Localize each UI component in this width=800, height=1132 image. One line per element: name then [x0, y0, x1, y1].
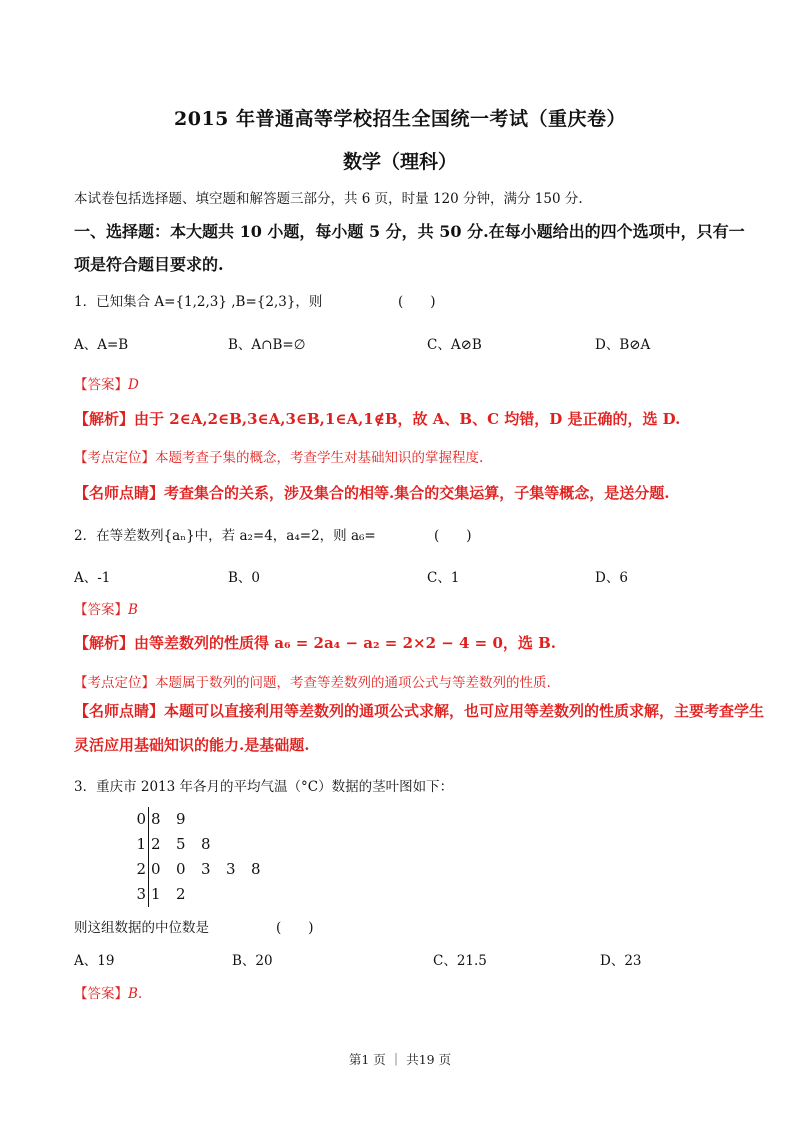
q1-answer: [74, 373, 139, 393]
stem-value: 3: [136, 885, 146, 903]
q2-option-c: C、1: [427, 570, 460, 586]
leaf-value: 8: [151, 810, 161, 828]
leaf-group: [151, 857, 276, 882]
q3-option-d: D、23: [600, 953, 642, 969]
q2-stem: 2．在等差数列{aₙ}中，若 a₂=4，a₄=2，则 a₆=: [74, 528, 376, 544]
page-subtitle: 数学（理科）: [342, 151, 457, 173]
q1-option-a: A、A=B: [74, 337, 129, 353]
q1-point: 【考点定位】本题考查子集的概念，考查学生对基础知识的掌握程度.: [74, 450, 484, 466]
stem-leaf-row: [134, 807, 276, 832]
q3-question: 则这组数据的中位数是: [74, 920, 209, 936]
q2-answer-label: 【答案】: [74, 602, 128, 618]
q2-comment-line1: 【名师点睛】本题可以直接利用等差数列的通项公式求解，也可应用等差数列的性质求解，主要考查学生: [74, 702, 765, 720]
q1-answer-value: D: [128, 377, 139, 393]
section-heading-line2: 项是符合题目要求的.: [74, 255, 224, 274]
q2-option-d: D、6: [595, 570, 628, 586]
stem-leaf-row: [134, 882, 276, 907]
leaf-value: 2: [151, 835, 161, 853]
stem-value: 0: [136, 810, 146, 828]
leaf-value: 5: [176, 835, 186, 853]
leaf-value: 0: [151, 860, 161, 878]
q3-answer-value: B.: [128, 986, 143, 1002]
leaf-value: 3: [226, 860, 236, 878]
leaf-group: [151, 882, 201, 907]
leaf-value: 3: [201, 860, 211, 878]
q2-answer-value: B: [128, 602, 138, 618]
q3-answer: [74, 982, 142, 1002]
q2-point: 【考点定位】本题属于数列的问题，考查等差数列的通项公式与等差数列的性质.: [74, 675, 551, 691]
stem-divider: [148, 832, 149, 857]
q2-option-a: A、-1: [74, 570, 111, 586]
q3-answer-label: 【答案】: [74, 986, 128, 1002]
q3-option-a: A、19: [74, 953, 115, 969]
q2-paren: ( ): [434, 528, 472, 544]
leaf-value: 8: [251, 860, 261, 878]
stem-divider: [148, 882, 149, 907]
q1-paren: ( ): [398, 294, 436, 310]
q1-comment: 【名师点睛】考查集合的关系，涉及集合的相等.集合的交集运算，子集等概念，是送分题.: [74, 484, 670, 502]
stem-value: 2: [136, 860, 146, 878]
q1-answer-label: 【答案】: [74, 377, 128, 393]
leaf-value: 9: [176, 810, 186, 828]
leaf-group: [151, 807, 201, 832]
q2-comment-line2: 灵活应用基础知识的能力.是基础题.: [74, 736, 310, 754]
stem-leaf-row: [134, 832, 276, 857]
q3-option-b: B、20: [232, 953, 273, 969]
leaf-value: 2: [176, 885, 186, 903]
page-title: 2015 年普通高等学校招生全国统一考试（重庆卷）: [174, 108, 626, 130]
stem-divider: [148, 807, 149, 832]
page-footer: 第1 页 ｜ 共19 页: [348, 1052, 452, 1067]
q1-stem: 1．已知集合 A={1,2,3} ,B={2,3}，则: [74, 294, 323, 310]
q3-paren: ( ): [276, 920, 314, 936]
leaf-value: 8: [201, 835, 211, 853]
stem-leaf-plot: [134, 807, 276, 907]
q2-analysis: 【解析】由等差数列的性质得 a₆ = 2a₄ − a₂ = 2×2 − 4 = 0，选 B.: [74, 634, 557, 652]
q3-stem: 3．重庆市 2013 年各月的平均气温（°C）数据的茎叶图如下：: [74, 779, 454, 795]
leaf-group: [151, 832, 226, 857]
leaf-value: 1: [151, 885, 161, 903]
section-heading-line1: 一、选择题：本大题共 10 小题，每小题 5 分，共 50 分.在每小题给出的四个选项中，只有一: [74, 222, 745, 241]
q2-answer: [74, 598, 138, 618]
q2-option-b: B、0: [228, 570, 261, 586]
q1-option-c: C、A⊘B: [427, 337, 482, 353]
stem-divider: [148, 857, 149, 882]
q1-option-b: B、A∩B=∅: [228, 337, 306, 353]
intro-text: 本试卷包括选择题、填空题和解答题三部分，共 6 页，时量 120 分钟，满分 150 分.: [74, 191, 583, 207]
q1-option-d: D、B⊘A: [595, 337, 651, 353]
q1-analysis: 【解析】由于 2∈A,2∈B,3∈A,3∈B,1∈A,1∉B，故 A、B、C 均错，D 是正确的，选 D.: [74, 410, 681, 428]
q3-option-c: C、21.5: [433, 953, 487, 969]
stem-leaf-row: [134, 857, 276, 882]
leaf-value: 0: [176, 860, 186, 878]
stem-value: 1: [136, 835, 146, 853]
